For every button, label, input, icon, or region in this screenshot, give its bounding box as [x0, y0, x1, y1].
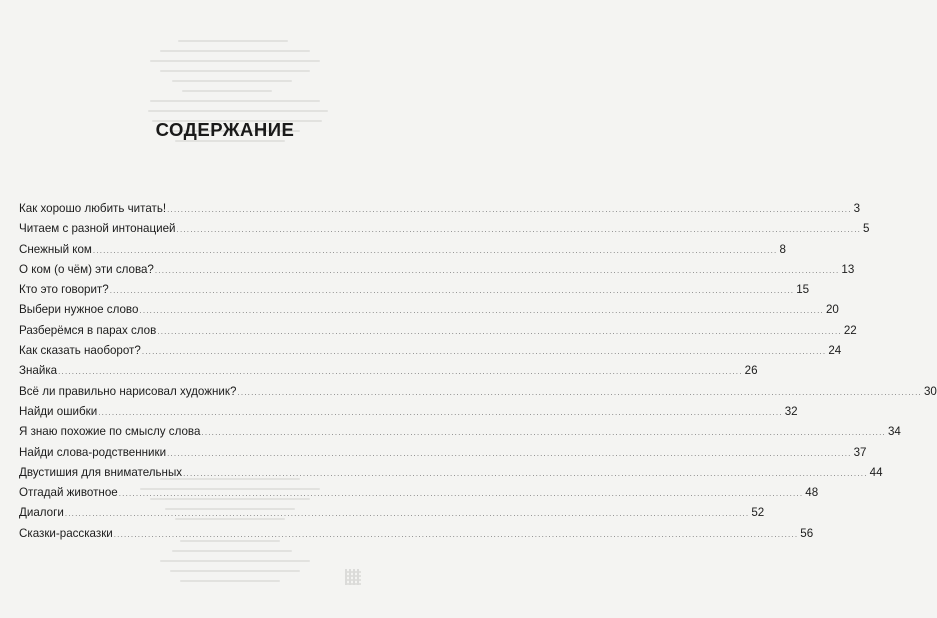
- dot-leader: ........................................................................................................................................................................................................: [118, 489, 804, 499]
- toc-entry-page-number: 32: [784, 404, 798, 418]
- toc-entry: [19, 300, 839, 320]
- toc-entry-page-number: 37: [853, 445, 867, 459]
- toc-entry: [19, 402, 798, 422]
- toc-entry-title: О ком (о чём) эти слова?: [19, 262, 154, 276]
- toc-entry-title: Сказки-рассказки: [19, 526, 113, 540]
- dot-leader: ........................................................................................................................................................................................................: [167, 448, 852, 458]
- toc-entry-title: Диалоги: [19, 506, 64, 520]
- dot-leader: ........................................................................................................................................................................................................: [154, 265, 840, 275]
- toc-entry-title: Читаем с разной интонацией: [19, 222, 176, 236]
- dot-leader: ........................................................................................................................................................................................................: [58, 367, 743, 377]
- toc-entry-title: Как хорошо любить читать!: [19, 202, 167, 215]
- toc-entry-title: Знайка: [19, 364, 58, 378]
- toc-entry: [19, 199, 861, 219]
- toc-entry-title: Всё ли правильно нарисовал художник?: [19, 384, 237, 398]
- dot-leader: ........................................................................................................................................................................................................: [98, 407, 783, 417]
- toc-entry-page-number: 20: [825, 303, 839, 317]
- toc-entry: [19, 422, 901, 442]
- toc-entry-title: Разберёмся в парах слов: [19, 323, 157, 337]
- page-title: СОДЕРЖАНИЕ: [155, 119, 295, 140]
- toc-entry-page-number: 30: [923, 384, 937, 398]
- toc-entry: [19, 260, 855, 280]
- toc-entry: [19, 219, 870, 239]
- toc-entry-title: Снежный ком: [19, 242, 92, 256]
- toc-entry-page-number: 48: [805, 486, 819, 500]
- toc-entry-page-number: 5: [863, 222, 870, 236]
- dot-leader: ........................................................................................................................................................................................................: [109, 286, 795, 296]
- dot-leader: ........................................................................................................................................................................................................: [113, 529, 799, 539]
- toc-entry: [19, 280, 810, 300]
- toc-entry: [19, 483, 819, 503]
- toc-entry: [19, 382, 937, 402]
- toc-entry-page-number: 44: [869, 465, 883, 479]
- toc-entry: [19, 341, 842, 361]
- toc-entry: [19, 443, 867, 463]
- dot-leader: ........................................................................................................................................................................................................: [92, 245, 778, 255]
- toc-entry-page-number: 15: [796, 283, 810, 297]
- toc-entry-title: Как сказать наоборот?: [19, 344, 141, 358]
- dot-leader: ........................................................................................................................................................................................................: [141, 347, 827, 357]
- toc-entry-title: Отгадай животное: [19, 486, 118, 500]
- toc-entry-title: Кто это говорит?: [19, 283, 109, 297]
- toc-entry: [19, 361, 758, 381]
- toc-entry-page-number: 26: [744, 364, 758, 378]
- toc-entry-page-number: 34: [887, 425, 901, 439]
- toc-entry: [19, 321, 857, 341]
- toc-entry-title: Двустишия для внимательных: [19, 465, 183, 479]
- toc-entry-page-number: 24: [828, 344, 842, 358]
- toc-entry-page-number: 56: [800, 526, 814, 540]
- toc-entry: [19, 463, 883, 483]
- toc-entry-page-number: 52: [751, 506, 765, 520]
- dot-leader: ........................................................................................................................................................................................................: [201, 428, 886, 438]
- toc-entry-page-number: 8: [779, 242, 786, 256]
- qr-code-icon: [345, 569, 361, 585]
- dot-leader: ........................................................................................................................................................................................................: [176, 225, 862, 235]
- table-of-contents: [19, 199, 937, 544]
- toc-entry-page-number: 22: [843, 323, 857, 337]
- dot-leader: ........................................................................................................................................................................................................: [157, 326, 842, 336]
- toc-entry-title: Найди ошибки: [19, 404, 98, 418]
- toc-entry-title: Выбери нужное слово: [19, 303, 139, 317]
- toc-entry-title: Я знаю похожие по смыслу слова: [19, 425, 201, 439]
- dot-leader: ........................................................................................................................................................................................................: [183, 468, 868, 478]
- toc-entry-page-number: 13: [841, 262, 855, 276]
- toc-entry: [19, 524, 814, 544]
- toc-entry: [19, 503, 765, 523]
- toc-entry-title: Найди слова-родственники: [19, 445, 167, 459]
- dot-leader: ........................................................................................................................................................................................................: [167, 205, 852, 214]
- dot-leader: ........................................................................................................................................................................................................: [237, 387, 922, 397]
- toc-entry-page-number: 3: [853, 202, 861, 215]
- dot-leader: ........................................................................................................................................................................................................: [64, 509, 750, 519]
- dot-leader: ........................................................................................................................................................................................................: [139, 306, 824, 316]
- toc-entry: [19, 240, 786, 260]
